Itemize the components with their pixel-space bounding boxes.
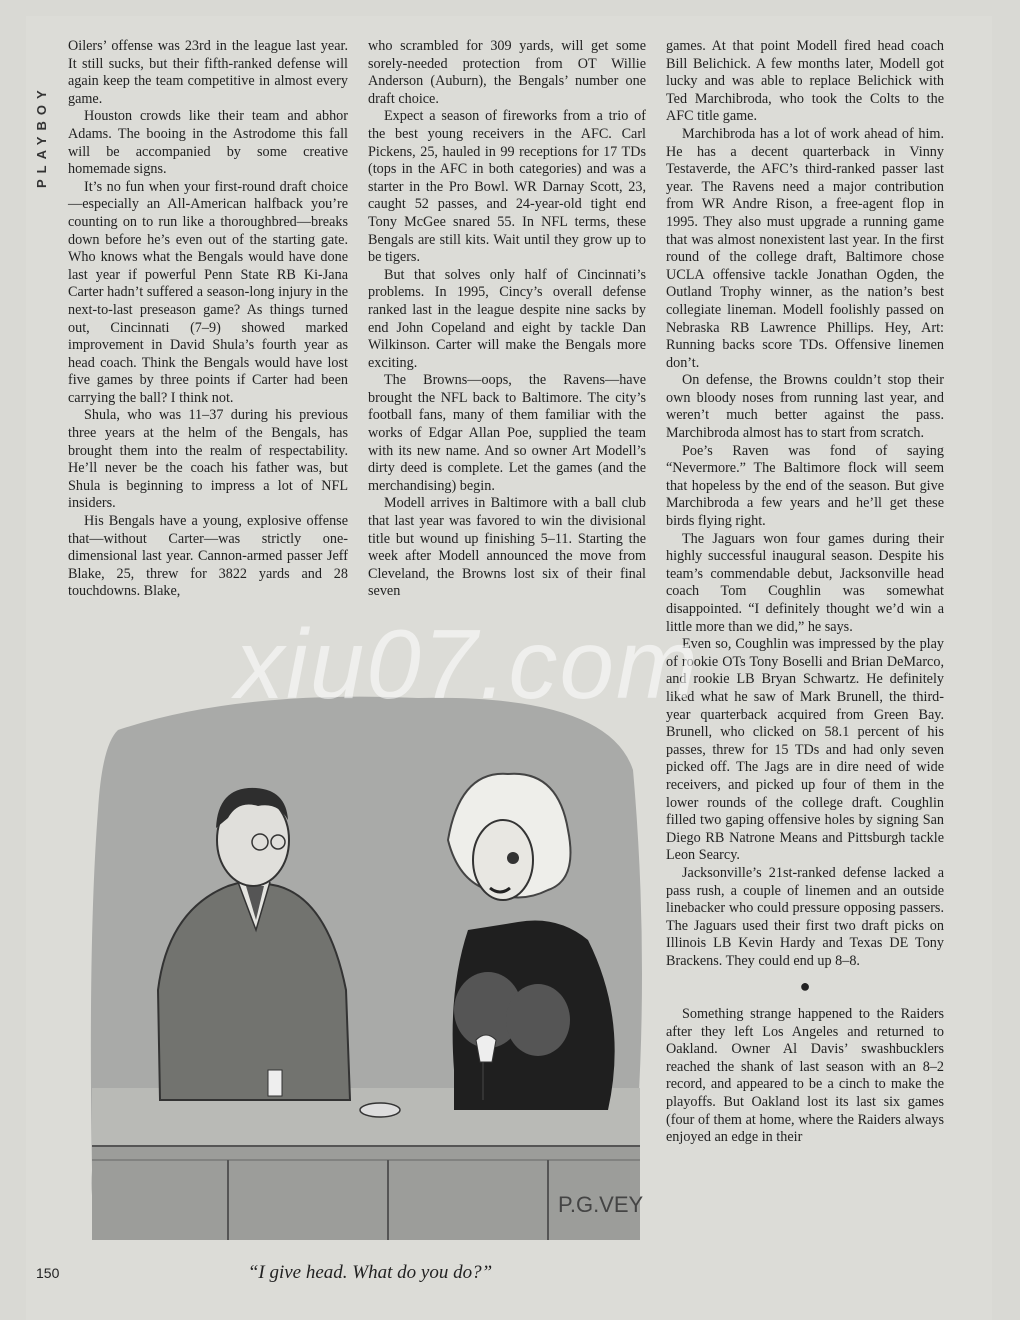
paragraph: His Bengals have a young, explosive offense that—without Carter—was strictly one-dimensional last year. Cannon-armed passer Jeff Blake, 25, threw for 3822 yards and 28 touchdowns. Blake,	[68, 513, 348, 600]
paragraph: Jacksonville’s 21st-ranked defense lacked a pass rush, a couple of linemen and an outside linebacker who could pressure opposing passers. The Jaguars used their first two draft picks on Illinois LB Kevin Hardy and Texas DE Tony Brackens. They could end up 8–8.	[666, 864, 944, 969]
running-head: PLAYBOY	[34, 84, 49, 188]
text-column-3	[666, 38, 944, 1147]
paragraph: Modell arrives in Baltimore with a ball club that last year was favored to win the divisional title but wound up finishing 5–11. Starting the week after Modell announced the move from Cleveland, the Browns lost six of their final seven	[368, 495, 646, 600]
paragraph: On defense, the Browns couldn’t stop their own bloody noses from running last year, and weren’t much better against the pass. Marchibroda almost has to start from scratch.	[666, 372, 944, 442]
paragraph: Poe’s Raven was fond of saying “Nevermore.” The Baltimore flock will seem that hopeless by the end of the season. But give Marchibroda a few years and he’ll get these birds flying right.	[666, 442, 944, 530]
cartoon-caption: “I give head. What do you do?”	[247, 1262, 493, 1283]
paragraph: games. At that point Modell fired head coach Bill Belichick. A few months later, Modell got lucky and was able to replace Belichick with Ted Marchibroda, who took the Colts to the AFC title game.	[666, 38, 944, 125]
paragraph: Marchibroda has a lot of work ahead of him. He has a decent quarterback in Vinny Testaverde, the AFC’s third-ranked passer last year. The Ravens need a major contribution from WR Andre Rison, a free-agent flop in 1995. They also must upgrade a running game that was almost nonexistent last year. In the first round of the college draft, Baltimore chose UCLA offensive tackle Jonathan Ogden, the Outland Trophy winner, as the nation’s best collegiate lineman. Modell foolishly passed on Nebraska RB Lawrence Phillips. Hey, Art: Running backs score TDs. Offensive linemen don’t.	[666, 125, 944, 371]
cartoon-illustration	[88, 690, 646, 1250]
paragraph: Something strange happened to the Raiders after they left Los Angeles and returned to Oakland. Owner Al Davis’ swashbucklers reached the shank of last season with an 8–2 record, and appeared to be a cinch to make the playoffs. But Oakland lost its last six games (four of them at home, where the Raiders always enjoyed an edge in their	[666, 1006, 944, 1146]
paragraph: Oilers’ offense was 23rd in the league last year. It still sucks, but their fifth-ranked defense will again keep the team competitive in almost every game.	[68, 38, 348, 107]
paragraph: The Browns—oops, the Ravens—have brought the NFL back to Baltimore. The city’s football fans, many of them familiar with the works of Edgar Allan Poe, supplied the team with its new name. And so owner Art Modell’s dirty deed is complete. Let the games (and the merchandising) begin.	[368, 372, 646, 494]
page-number: 150	[36, 1265, 60, 1281]
paragraph: Shula, who was 11–37 during his previous three years at the helm of the Bengals, has brought them into the realm of respectability. He’ll never be the coach his father was, but Shula is beginning to impress a lot of NFL insiders.	[68, 407, 348, 512]
paragraph: The Jaguars won four games during their highly successful inaugural season. Despite his team’s commendable debut, Jacksonville head coach Tom Coughlin was somewhat disappointed. “I definitely thought we’d win a little more than we did,” he says.	[666, 530, 944, 635]
watermark: xiu07.com	[235, 609, 700, 719]
paragraph: who scrambled for 309 yards, will get some sorely-needed protection from OT Willie Anderson (Auburn), the Bengals’ number one draft choice.	[368, 38, 646, 107]
paragraph: But that solves only half of Cincinnati’s problems. In 1995, Cincy’s overall defense ranked last in the league despite nine sacks by end John Copeland and eight by tackle Dan Wilkinson. Carter will make the Bengals more exciting.	[368, 266, 646, 371]
section-bullet: ●	[799, 976, 811, 997]
cartoon-signature: P.G.VEY	[558, 1192, 644, 1217]
text-column-1	[68, 38, 348, 601]
text-column-2	[368, 38, 646, 601]
paragraph: Houston crowds like their team and abhor Adams. The booing in the Astrodome this fall will be accompanied by some creative homemade signs.	[68, 108, 348, 178]
paragraph: Expect a season of fireworks from a trio of the best young receivers in the AFC. Carl Pickens, 25, hauled in 99 receptions for 17 TDs (tops in the AFC in both categories) and was a starter in the Pro Bowl. WR Darnay Scott, 23, caught 52 passes, and 24-year-old tight end Tony McGee snared 55. In NFL terms, these Bengals are still kits. Wait until they grow up to be tigers.	[368, 108, 646, 266]
paragraph: Even so, Coughlin was impressed by the play of rookie OTs Tony Boselli and Brian DeMarco, and rookie LB Bryan Schwartz. He definitely liked what he saw of Mark Brunell, the third-year quarterback acquired from Green Bay. Brunell, who clicked on 58.1 percent of his passes, threw for 15 TDs and had only seven picked off. The Jags are in dire need of wide receivers, and picked up four of them in the lower rounds of the college draft. Coughlin filled two gaping offensive holes by signing San Diego RB Natrone Means and Pittsburgh tackle Leon Searcy.	[666, 636, 944, 864]
paragraph: It’s no fun when your first-round draft choice—especially an All-American halfback you’re counting on to run like a thoroughbred—breaks down before he’s even out of the starting gate. Who knows what the Bengals would have done last year if powerful Penn State RB Ki-Jana Carter hadn’t suffered a season-long injury in the next-to-last preseason game? As things turned out, Cincinnati (7–9) showed marked improvement in David Shula’s fourth year as head coach. Think the Bengals would have lost five games by three points if Carter had been carrying the ball? I think not.	[68, 178, 348, 406]
